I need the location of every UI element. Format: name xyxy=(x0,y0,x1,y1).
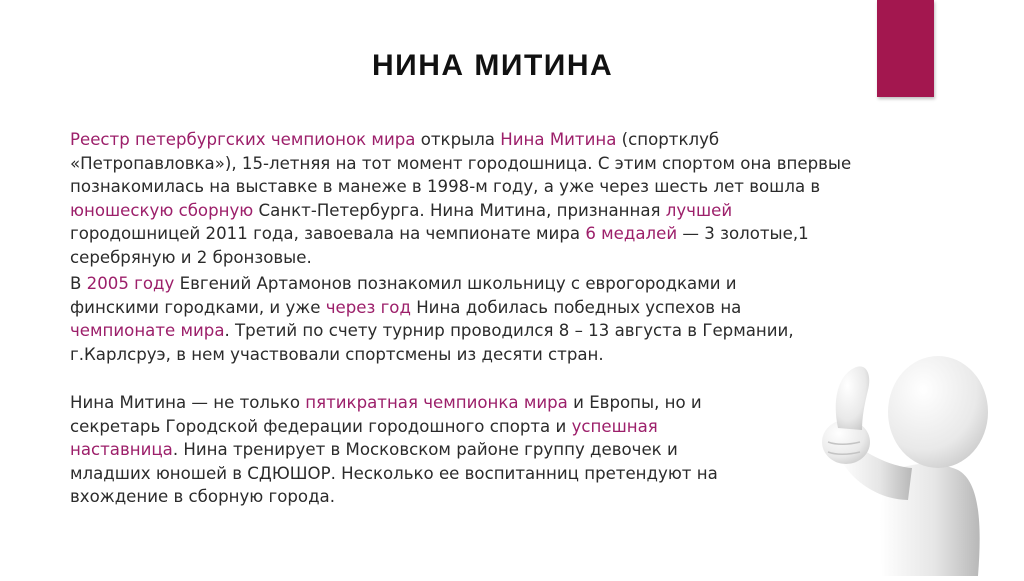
highlight-text: лучшей xyxy=(665,200,733,220)
text-run: г.Карлсруэ, в нем участвовали спортсмены из десяти стран. xyxy=(70,344,604,364)
text-run: В xyxy=(70,274,87,293)
text-run: . Нина тренирует в Московском районе группу девочек и xyxy=(172,440,678,460)
highlight-text: через год xyxy=(325,297,411,317)
paragraph-1 xyxy=(70,128,910,270)
paragraph-3 xyxy=(70,391,910,509)
text-run: вхождение в сборную города. xyxy=(70,487,335,507)
highlight-text: 6 медалей xyxy=(585,224,678,244)
highlight-text: чемпионате мира xyxy=(70,321,225,341)
text-run: и Европы, но и xyxy=(567,393,702,412)
slide-title: НИНА МИТИНА xyxy=(372,49,614,82)
text-run: познакомилась на выставке в манеже в 1998-м году, а уже через шесть лет вошла в xyxy=(70,177,821,197)
text-run: секретарь Городской федерации городошного спорта и xyxy=(70,416,572,436)
highlight-text: Нина Митина xyxy=(500,130,617,149)
text-run: Санкт-Петербурга. Нина Митина, признанная xyxy=(253,200,666,220)
paragraph-2 xyxy=(70,272,910,366)
text-run: — 3 золотые,1 xyxy=(677,224,809,244)
text-run: (спортклуб xyxy=(616,130,720,149)
highlight-text: юношескую сборную xyxy=(70,200,254,220)
text-run: . Третий по счету турнир проводился 8 – 13 августа в Германии, xyxy=(224,321,794,341)
highlight-text: успешная xyxy=(571,416,658,436)
text-run: городошницей 2011 года, завоевала на чемпионате мира xyxy=(70,224,586,244)
highlight-text: Реестр петербургских чемпионок мира xyxy=(70,130,416,149)
accent-bar xyxy=(877,0,934,97)
thumbs-up-3d-figure-icon xyxy=(808,350,998,576)
text-run: открыла xyxy=(415,130,501,149)
text-run: Евгений Артамонов познакомил школьницу с еврогородками и xyxy=(174,274,737,293)
highlight-text: наставница xyxy=(70,440,173,460)
text-run: «Петропавловка»), 15-летняя на тот момент городошница. С этим спортом она впервые xyxy=(70,153,852,173)
highlight-text: пятикратная чемпионка мира xyxy=(305,393,568,412)
highlight-text: 2005 году xyxy=(86,274,175,293)
text-run: младших юношей в СДЮШОР. Несколько ее воспитанниц претендуют на xyxy=(70,463,718,483)
text-run: финскими городками, и уже xyxy=(70,297,326,317)
text-run: Нина Митина — не только xyxy=(70,393,306,412)
text-run: Нина добилась победных успехов на xyxy=(410,297,742,317)
text-run: серебряную и 2 бронзовые. xyxy=(70,247,312,267)
